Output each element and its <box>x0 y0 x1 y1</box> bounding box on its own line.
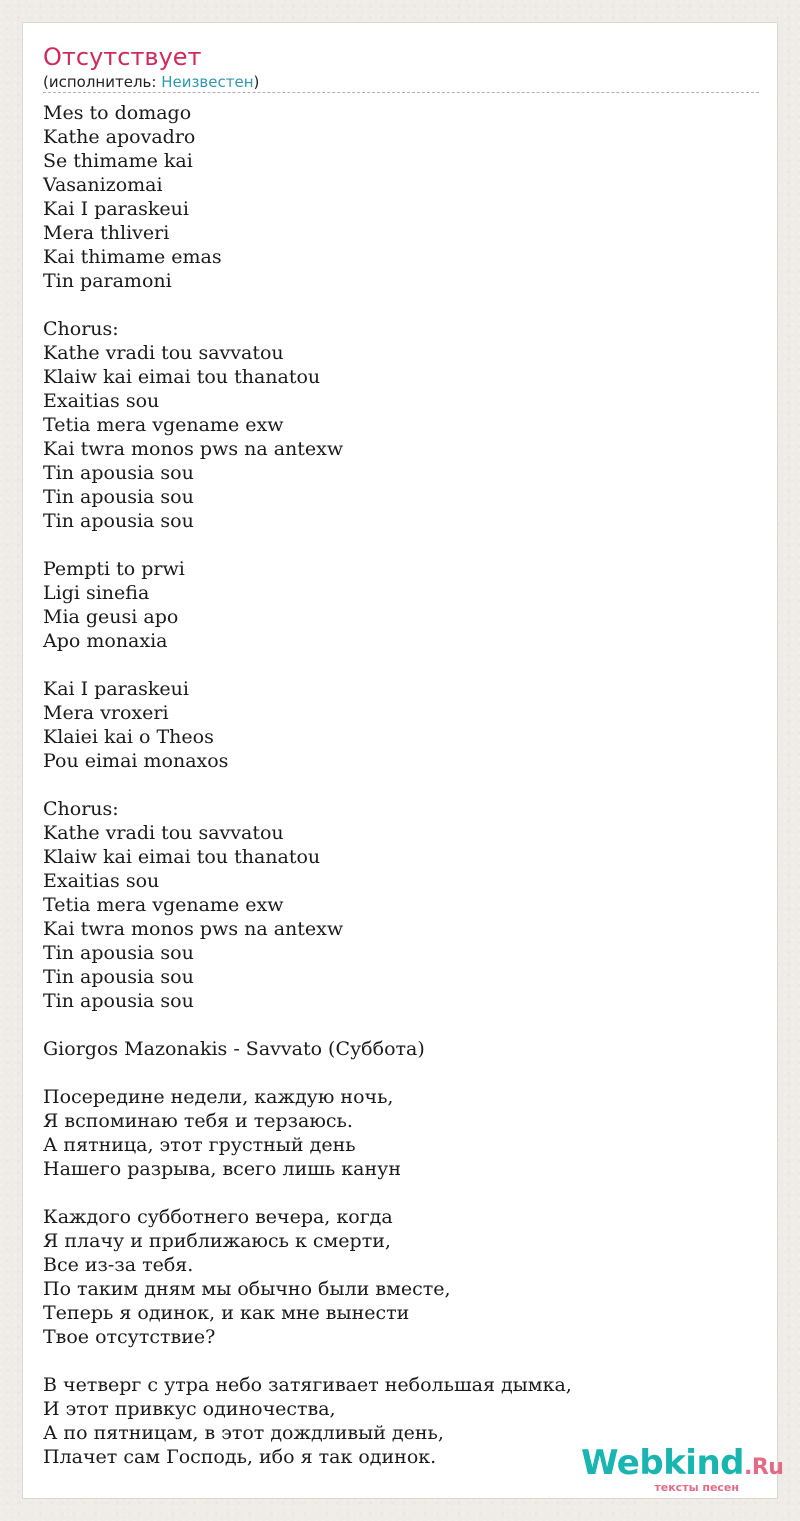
lyric-line: А по пятницам, в этот дождливый день, <box>43 1422 444 1444</box>
logo-tld: .Ru <box>744 1455 784 1480</box>
lyric-blank-line <box>43 1349 759 1373</box>
lyric-line: Chorus: <box>43 318 119 340</box>
lyric-line: Tin apousia sou <box>43 966 194 988</box>
lyric-line: Tin apousia sou <box>43 990 194 1012</box>
lyric-line: Mera vroxeri <box>43 702 169 724</box>
lyric-line: Tin apousia sou <box>43 486 194 508</box>
lyric-line: Tin apousia sou <box>43 510 194 532</box>
lyric-line: Pou eimai monaxos <box>43 750 229 772</box>
lyric-line: Chorus: <box>43 798 119 820</box>
lyric-line: Kathe apovadro <box>43 126 196 148</box>
lyric-line: Vasanizomai <box>43 174 163 196</box>
lyric-line: Tin apousia sou <box>43 942 194 964</box>
artist-link[interactable]: Неизвестен <box>161 73 254 91</box>
lyric-line: Kai thimame emas <box>43 246 222 268</box>
lyric-line: Kathe vradi tou savvatou <box>43 342 284 364</box>
lyric-line: Твое отсутствие? <box>43 1326 216 1348</box>
lyric-line: Tetia mera vgename exw <box>43 894 284 916</box>
lyric-line: Kai twra monos pws na antexw <box>43 918 344 940</box>
song-header <box>43 41 759 93</box>
lyric-line: Tetia mera vgename exw <box>43 414 284 436</box>
lyric-line: В четверг с утра небо затягивает небольшая дымка, <box>43 1374 572 1396</box>
lyric-line: Kai I paraskeui <box>43 678 189 700</box>
lyric-line: Mia geusi apo <box>43 606 179 628</box>
lyric-line: И этот привкус одиночества, <box>43 1398 336 1420</box>
lyric-line: Плачет сам Господь, ибо я так одинок. <box>43 1446 437 1468</box>
lyric-line: Я плачу и приближаюсь к смерти, <box>43 1230 391 1252</box>
lyric-line: Я вспоминаю тебя и терзаюсь. <box>43 1110 353 1132</box>
lyric-blank-line <box>43 653 759 677</box>
lyric-line: Kai I paraskeui <box>43 198 189 220</box>
lyric-line: Giorgos Mazonakis - Savvato (Суббота) <box>43 1038 425 1060</box>
artist-suffix: ) <box>253 73 260 91</box>
lyric-line: Все из-за тебя. <box>43 1254 194 1276</box>
lyric-line: Pempti to prwi <box>43 558 185 580</box>
lyric-line: Mera thliveri <box>43 222 170 244</box>
logo-wordmark <box>581 1443 784 1486</box>
lyric-line: Нашего разрыва, всего лишь канун <box>43 1158 401 1180</box>
logo-tagline: тексты песен <box>654 1481 739 1494</box>
lyric-line: Klaiw kai eimai tou thanatou <box>43 846 321 868</box>
lyric-blank-line <box>43 1181 759 1205</box>
lyric-blank-line <box>43 533 759 557</box>
lyric-line: Ligi sinefia <box>43 582 150 604</box>
lyric-line: Tin paramoni <box>43 270 172 292</box>
lyric-blank-line <box>43 773 759 797</box>
artist-line <box>43 73 759 91</box>
lyric-line: Kai twra monos pws na antexw <box>43 438 344 460</box>
lyric-line: Посередине недели, каждую ночь, <box>43 1086 394 1108</box>
lyrics-text <box>43 101 759 1469</box>
lyric-line: Klaiw kai eimai tou thanatou <box>43 366 321 388</box>
lyric-line: Теперь я одинок, и как мне вынести <box>43 1302 410 1324</box>
lyric-line: Apo monaxia <box>43 630 168 652</box>
lyric-line: Mes to domago <box>43 102 192 124</box>
lyric-line: А пятница, этот грустный день <box>43 1134 356 1156</box>
lyric-blank-line <box>43 1061 759 1085</box>
lyric-line: Klaiei kai o Theos <box>43 726 214 748</box>
lyric-blank-line <box>43 1013 759 1037</box>
lyric-line: Tin apousia sou <box>43 462 194 484</box>
artist-prefix: (исполнитель: <box>43 73 162 91</box>
lyric-line: По таким дням мы обычно были вместе, <box>43 1278 451 1300</box>
lyric-line: Se thimame kai <box>43 150 193 172</box>
logo-name: Webkind <box>581 1443 744 1483</box>
song-title: Отсутствует <box>43 43 202 71</box>
site-logo[interactable] <box>581 1443 784 1494</box>
lyrics-card <box>22 22 784 1499</box>
lyric-line: Каждого субботнего вечера, когда <box>43 1206 393 1228</box>
lyric-line: Exaitias sou <box>43 390 160 412</box>
lyric-blank-line <box>43 293 759 317</box>
lyric-line: Kathe vradi tou savvatou <box>43 822 284 844</box>
lyric-line: Exaitias sou <box>43 870 160 892</box>
